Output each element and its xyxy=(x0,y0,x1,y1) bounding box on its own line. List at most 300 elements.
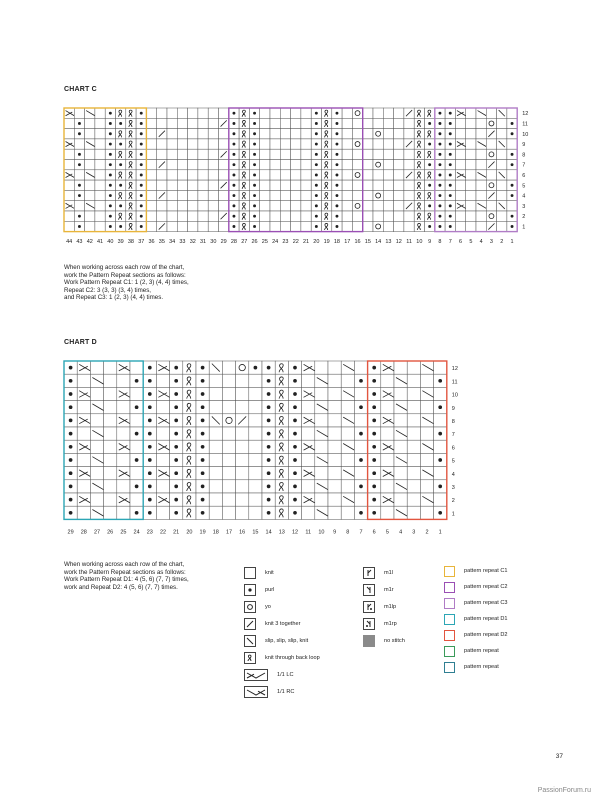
chart-cell xyxy=(95,108,105,118)
purl-mark xyxy=(253,132,256,135)
purl-mark xyxy=(109,122,112,125)
chart-cell xyxy=(260,149,270,159)
chart-cell xyxy=(270,211,280,221)
chart-cell xyxy=(341,374,354,387)
chart-cell xyxy=(291,108,301,118)
purl-mark xyxy=(233,174,236,177)
chart-cell xyxy=(341,401,354,414)
chart-d-title: CHART D xyxy=(64,339,97,346)
purl-mark xyxy=(148,392,152,396)
chart-cell xyxy=(373,190,383,200)
chart-cell xyxy=(476,129,486,139)
chart-cell xyxy=(381,440,394,453)
purl-mark xyxy=(233,215,236,218)
chart-cell xyxy=(381,506,394,519)
chart-cell xyxy=(270,129,280,139)
purl-mark xyxy=(428,143,431,146)
purl-mark xyxy=(78,194,81,197)
purl-mark xyxy=(233,184,236,187)
chart-cell xyxy=(328,493,341,506)
chart-cell xyxy=(156,440,169,453)
purl-mark xyxy=(140,132,143,135)
row-number: 11 xyxy=(522,121,528,128)
chart-cell xyxy=(404,160,414,170)
chart-cell xyxy=(341,361,354,374)
chart-cell xyxy=(301,190,311,200)
chart-cell xyxy=(90,427,103,440)
repeat-d2-swatch xyxy=(444,630,455,641)
chart-cell xyxy=(363,108,373,118)
column-number: 8 xyxy=(346,529,350,536)
chart-cell xyxy=(64,160,74,170)
chart-cell xyxy=(222,387,235,400)
purl-mark xyxy=(315,215,318,218)
chart-cell xyxy=(85,221,95,231)
chart-cell xyxy=(95,190,105,200)
chart-cell xyxy=(302,374,315,387)
chart-cell xyxy=(104,401,117,414)
chart-cell xyxy=(455,129,465,139)
chart-cell xyxy=(208,221,218,231)
purl-mark xyxy=(148,511,152,515)
chart-cell xyxy=(466,190,476,200)
chart-cell xyxy=(383,118,393,128)
purl-mark xyxy=(140,112,143,115)
purl-mark xyxy=(69,471,73,475)
chart-cell xyxy=(407,453,420,466)
chart-cell xyxy=(270,160,280,170)
column-number: 29 xyxy=(67,529,74,536)
purl-mark xyxy=(336,112,339,115)
chart-cell xyxy=(77,453,90,466)
purl-mark xyxy=(449,132,452,135)
purl-mark xyxy=(140,122,143,125)
chart-cell xyxy=(394,401,407,414)
chart-cell xyxy=(420,480,433,493)
chart-cell xyxy=(407,493,420,506)
chart-cell xyxy=(146,118,156,128)
column-number: 27 xyxy=(93,529,101,536)
chart-cell xyxy=(373,221,383,231)
chart-cell xyxy=(381,480,394,493)
column-number: 1 xyxy=(510,238,514,245)
purl-mark xyxy=(449,122,452,125)
purl-mark xyxy=(372,445,376,449)
column-number: 11 xyxy=(305,529,312,536)
row-number: 12 xyxy=(522,111,529,118)
chart-cell xyxy=(394,480,407,493)
purl-mark xyxy=(119,143,122,146)
purl-mark xyxy=(359,511,363,515)
legend-m1l: m1l xyxy=(363,566,393,580)
chart-cell xyxy=(315,493,328,506)
chart-cell xyxy=(315,401,328,414)
chart-cell xyxy=(363,118,373,128)
chart-cell xyxy=(117,440,130,453)
chart-cell xyxy=(363,221,373,231)
chart-cell xyxy=(209,440,222,453)
chart-cell xyxy=(404,221,414,231)
chart-cell xyxy=(130,361,143,374)
chart-cell xyxy=(222,374,235,387)
chart-cell xyxy=(236,506,249,519)
page-number: 37 xyxy=(555,753,563,760)
purl-mark xyxy=(78,132,81,135)
column-number: 25 xyxy=(120,529,127,536)
purl-mark xyxy=(201,419,205,423)
chart-cell xyxy=(486,201,496,211)
chart-cell xyxy=(342,149,352,159)
chart-cell xyxy=(146,160,156,170)
chart-cell xyxy=(328,427,341,440)
column-number: 27 xyxy=(241,238,248,245)
chart-cell xyxy=(291,180,301,190)
purl-mark xyxy=(253,194,256,197)
chart-cell xyxy=(167,201,177,211)
chart-cell xyxy=(342,221,352,231)
chart-cell xyxy=(301,180,311,190)
purl-mark xyxy=(119,184,122,187)
chart-cell xyxy=(219,190,229,200)
chart-cell xyxy=(507,108,517,118)
chart-cell xyxy=(222,361,235,374)
chart-cell xyxy=(394,427,407,440)
purl-mark xyxy=(253,215,256,218)
chart-cell xyxy=(95,118,105,128)
chart-cell xyxy=(341,427,354,440)
chart-cell xyxy=(208,149,218,159)
chart-cell xyxy=(373,160,383,170)
chart-cell xyxy=(341,387,354,400)
chart-c-title: CHART C xyxy=(64,86,97,93)
chart-cell xyxy=(167,160,177,170)
chart-cell xyxy=(222,401,235,414)
chart-cell xyxy=(74,139,84,149)
chart-cell xyxy=(486,139,496,149)
chart-cell xyxy=(466,108,476,118)
purl-mark xyxy=(438,458,442,462)
purl-mark xyxy=(109,153,112,156)
chart-cell xyxy=(476,149,486,159)
chart-cell xyxy=(117,493,130,506)
chart-cell xyxy=(146,170,156,180)
chart-c-notes: When working across each row of the chart, work the Pattern Repeat sections as follows: Work Pattern Repeat C1: 1 (2, 3) (4, 4) times, Repeat C2: 3 (3, 3) (3, 4) times, and Repeat C3: 1 (2, 3) (4, 4) times. xyxy=(64,264,189,302)
row-number: 9 xyxy=(522,142,526,149)
chart-cell xyxy=(466,170,476,180)
chart-cell xyxy=(291,211,301,221)
legend-repeat-c2: pattern repeat C2 xyxy=(444,580,508,594)
chart-cell xyxy=(383,211,393,221)
chart-cell xyxy=(177,201,187,211)
chart-cell xyxy=(188,118,198,128)
repeat-d1-swatch xyxy=(444,614,455,625)
chart-cell xyxy=(280,201,290,211)
purl-mark xyxy=(449,112,452,115)
m1l-symbol-icon xyxy=(363,567,375,579)
chart-cell xyxy=(486,211,496,221)
legend-m1lp: m1lp xyxy=(363,600,396,614)
row-number: 8 xyxy=(522,152,526,159)
chart-cell xyxy=(156,414,169,427)
chart-cell xyxy=(270,180,280,190)
chart-cell xyxy=(146,139,156,149)
chart-cell xyxy=(497,160,507,170)
chart-cell xyxy=(373,108,383,118)
chart-cell xyxy=(363,160,373,170)
chart-cell xyxy=(156,493,169,506)
chart-cell xyxy=(373,139,383,149)
column-number: 19 xyxy=(199,529,206,536)
chart-cell xyxy=(270,221,280,231)
k3tog-symbol-icon xyxy=(244,618,256,630)
purl-mark xyxy=(293,379,297,383)
purl-mark xyxy=(78,184,81,187)
legend-m1rp: m1rp xyxy=(363,617,397,631)
purl-mark xyxy=(359,485,363,489)
purl-mark xyxy=(201,366,205,370)
chart-cell xyxy=(407,414,420,427)
column-number: 25 xyxy=(261,238,268,245)
column-number: 13 xyxy=(385,238,392,245)
chart-cell xyxy=(198,221,208,231)
chart-cell xyxy=(466,201,476,211)
column-number: 13 xyxy=(278,529,285,536)
chart-cell xyxy=(219,221,229,231)
chart-cell xyxy=(373,211,383,221)
chart-cell xyxy=(466,149,476,159)
purl-mark xyxy=(439,122,442,125)
purl-mark xyxy=(439,132,442,135)
purl-mark xyxy=(449,174,452,177)
chart-cell xyxy=(104,440,117,453)
column-number: 17 xyxy=(344,238,351,245)
chart-cell xyxy=(342,129,352,139)
chart-cell xyxy=(249,401,262,414)
purl-mark xyxy=(293,445,297,449)
chart-cell xyxy=(373,118,383,128)
chart-cell xyxy=(209,480,222,493)
chart-cell xyxy=(466,211,476,221)
chart-cell xyxy=(209,401,222,414)
chart-cell xyxy=(85,129,95,139)
chart-cell xyxy=(328,440,341,453)
chart-cell xyxy=(208,190,218,200)
chart-cell xyxy=(363,149,373,159)
chart-cell xyxy=(466,160,476,170)
row-number: 10 xyxy=(522,131,529,138)
column-number: 23 xyxy=(282,238,289,245)
chart-cell xyxy=(394,201,404,211)
chart-cell xyxy=(328,387,341,400)
purl-mark xyxy=(201,511,205,515)
purl-mark xyxy=(438,485,442,489)
chart-cell xyxy=(209,493,222,506)
m1lp-symbol-icon xyxy=(363,601,375,613)
chart-cell xyxy=(301,118,311,128)
purl-mark xyxy=(336,122,339,125)
tbl-symbol-icon xyxy=(244,652,256,664)
chart-cell xyxy=(420,361,433,374)
purl-mark xyxy=(174,419,178,423)
chart-cell xyxy=(301,201,311,211)
chart-cell xyxy=(104,387,117,400)
chart-cell xyxy=(315,480,328,493)
column-number: 5 xyxy=(469,238,473,245)
chart-cell xyxy=(117,506,130,519)
purl-mark xyxy=(449,153,452,156)
chart-cell xyxy=(302,387,315,400)
chart-cell xyxy=(95,211,105,221)
chart-cell xyxy=(198,160,208,170)
chart-cell xyxy=(352,201,362,211)
purl-mark xyxy=(201,405,205,409)
chart-cell xyxy=(90,453,103,466)
chart-cell xyxy=(404,118,414,128)
chart-cell xyxy=(219,108,229,118)
chart-cell xyxy=(236,361,249,374)
purl-mark xyxy=(148,498,152,502)
chart-cell xyxy=(157,139,167,149)
legend-tbl: knit through back loop xyxy=(244,651,320,665)
chart-cell xyxy=(407,480,420,493)
row-number: 9 xyxy=(451,405,455,412)
column-number: 4 xyxy=(479,238,483,245)
chart-cell xyxy=(209,506,222,519)
chart-cell xyxy=(177,221,187,231)
chart-cell xyxy=(64,149,74,159)
chart-cell xyxy=(249,453,262,466)
purl-mark xyxy=(109,143,112,146)
purl-mark xyxy=(336,225,339,228)
purl-mark xyxy=(511,163,514,166)
chart-cell xyxy=(167,129,177,139)
chart-cell xyxy=(301,129,311,139)
purl-mark xyxy=(336,143,339,146)
chart-cell xyxy=(236,427,249,440)
chart-cell xyxy=(77,506,90,519)
chart-cell xyxy=(146,211,156,221)
no-stitch-symbol-icon xyxy=(363,635,375,647)
chart-cell xyxy=(95,160,105,170)
chart-cell xyxy=(156,387,169,400)
purl-mark xyxy=(267,432,271,436)
chart-cell xyxy=(407,361,420,374)
purl-mark xyxy=(140,143,143,146)
purl-mark xyxy=(253,184,256,187)
purl-mark xyxy=(253,112,256,115)
purl-mark xyxy=(253,174,256,177)
purl-mark xyxy=(135,379,139,383)
chart-cell xyxy=(74,108,84,118)
chart-cell xyxy=(104,374,117,387)
yo-symbol-icon xyxy=(244,601,256,613)
chart-cell xyxy=(177,180,187,190)
purl-mark xyxy=(293,366,297,370)
chart-cell xyxy=(383,190,393,200)
chart-cell xyxy=(77,387,90,400)
chart-cell xyxy=(476,160,486,170)
chart-cell xyxy=(117,387,130,400)
chart-cell xyxy=(90,361,103,374)
chart-cell xyxy=(302,361,315,374)
chart-cell xyxy=(354,440,367,453)
chart-cell xyxy=(104,427,117,440)
legend-lc: 1/1 LC xyxy=(244,668,293,682)
chart-cell xyxy=(219,170,229,180)
chart-cell xyxy=(291,170,301,180)
chart-cell xyxy=(167,139,177,149)
purl-mark xyxy=(439,174,442,177)
purl-mark xyxy=(140,204,143,207)
chart-cell xyxy=(177,170,187,180)
chart-cell xyxy=(167,211,177,221)
chart-cell xyxy=(341,467,354,480)
chart-cell xyxy=(420,401,433,414)
row-number: 6 xyxy=(451,445,455,452)
chart-cell xyxy=(270,190,280,200)
purl-mark xyxy=(293,485,297,489)
purl-mark xyxy=(140,194,143,197)
chart-cell xyxy=(64,211,74,221)
purl-mark xyxy=(315,174,318,177)
chart-cell xyxy=(434,440,447,453)
purl-mark xyxy=(253,163,256,166)
column-number: 37 xyxy=(138,238,145,245)
chart-cell xyxy=(420,506,433,519)
chart-cell xyxy=(455,160,465,170)
column-number: 21 xyxy=(173,529,180,536)
repeat-teal-swatch xyxy=(444,662,455,673)
legend-repeat-c3: pattern repeat C3 xyxy=(444,596,508,610)
chart-cell xyxy=(85,190,95,200)
purl-mark xyxy=(336,184,339,187)
purl-mark xyxy=(109,204,112,207)
chart-cell xyxy=(222,506,235,519)
purl-mark xyxy=(511,194,514,197)
column-number: 35 xyxy=(158,238,165,245)
chart-cell xyxy=(352,118,362,128)
column-number: 7 xyxy=(359,529,363,536)
chart-cell xyxy=(420,467,433,480)
legend-purl: purl xyxy=(244,583,274,597)
chart-cell xyxy=(373,201,383,211)
chart-cell xyxy=(156,480,169,493)
chart-cell xyxy=(104,467,117,480)
purl-mark xyxy=(267,379,271,383)
chart-cell xyxy=(383,129,393,139)
purl-mark xyxy=(174,511,178,515)
chart-cell xyxy=(104,493,117,506)
chart-cell xyxy=(280,190,290,200)
chart-cell xyxy=(249,506,262,519)
chart-cell xyxy=(383,201,393,211)
chart-cell xyxy=(301,170,311,180)
chart-cell xyxy=(260,139,270,149)
row-number: 10 xyxy=(451,392,458,399)
chart-cell xyxy=(104,414,117,427)
chart-cell xyxy=(373,170,383,180)
purl-mark xyxy=(69,458,73,462)
chart-cell xyxy=(328,467,341,480)
chart-cell xyxy=(315,387,328,400)
purl-mark xyxy=(69,419,73,423)
chart-cell xyxy=(301,221,311,231)
column-number: 22 xyxy=(292,238,299,245)
chart-cell xyxy=(486,180,496,190)
purl-mark xyxy=(69,432,73,436)
chart-cell xyxy=(342,108,352,118)
legend-knit: knit xyxy=(244,566,274,580)
